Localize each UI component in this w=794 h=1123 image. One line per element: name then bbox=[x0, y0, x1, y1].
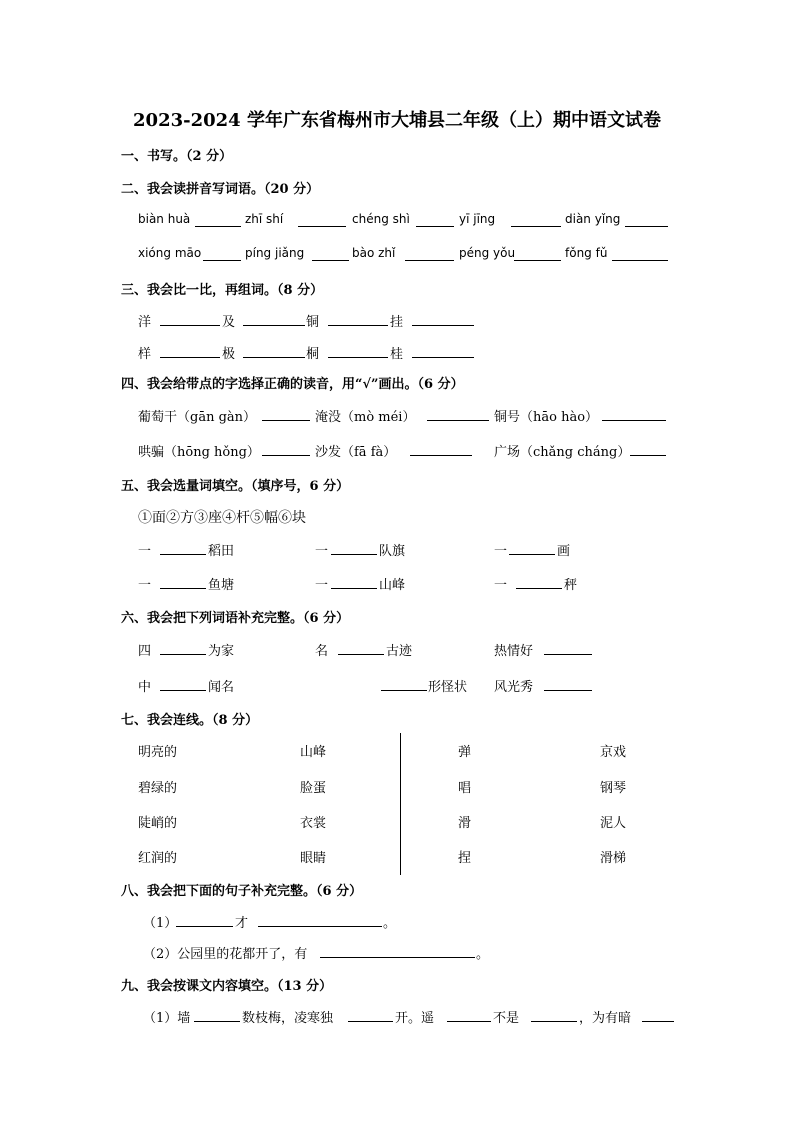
section-5-heading: 五、我会选量词填空。（填序号，6 分） bbox=[121, 479, 350, 494]
section-8-heading: 八、我会把下面的句子补充完整。（6 分） bbox=[121, 884, 363, 899]
answer-blank[interactable] bbox=[531, 1021, 577, 1022]
idiom-part: 中 bbox=[138, 680, 152, 695]
poem-text: 数枝梅，凌寒独 bbox=[242, 1011, 334, 1026]
answer-blank[interactable] bbox=[160, 554, 206, 555]
answer-blank[interactable] bbox=[160, 325, 220, 326]
section-7-heading: 七、我会连线。（8 分） bbox=[121, 713, 259, 728]
compare-char: 洋 bbox=[138, 315, 152, 330]
idiom-part: 名 bbox=[315, 644, 329, 659]
fill-suffix: 稻田 bbox=[208, 544, 235, 559]
poem-text: （1）墙 bbox=[143, 1011, 191, 1026]
section-4-heading: 四、我会给带点的字选择正确的读音，用“√”画出。（6 分） bbox=[121, 377, 464, 392]
answer-blank[interactable] bbox=[509, 554, 555, 555]
answer-blank[interactable] bbox=[405, 260, 454, 261]
section-2-heading: 二、我会读拼音写词语。（20 分） bbox=[121, 182, 320, 197]
pinyin-item: zhī shí bbox=[245, 212, 284, 226]
compare-char: 极 bbox=[222, 347, 236, 362]
pinyin-item: xióng māo bbox=[138, 246, 202, 260]
answer-blank[interactable] bbox=[195, 226, 241, 227]
reading-item: 沙发（fā fà） bbox=[315, 445, 397, 460]
idiom-part: 四 bbox=[138, 644, 152, 659]
match-right-word[interactable]: 衣裳 bbox=[300, 816, 327, 831]
answer-blank[interactable] bbox=[160, 654, 206, 655]
fill-suffix: 队旗 bbox=[379, 544, 406, 559]
answer-blank[interactable] bbox=[412, 357, 474, 358]
answer-blank[interactable] bbox=[320, 957, 475, 958]
pinyin-item: chéng shì bbox=[352, 212, 410, 226]
answer-blank[interactable] bbox=[298, 226, 346, 227]
fill-prefix: 一 bbox=[138, 578, 152, 593]
sentence-end: 。 bbox=[476, 947, 490, 962]
idiom-part: 形怪状 bbox=[428, 680, 468, 695]
idiom-part: 风光秀 bbox=[494, 680, 534, 695]
fill-prefix: 一 bbox=[138, 544, 152, 559]
answer-blank[interactable] bbox=[176, 926, 233, 927]
answer-blank[interactable] bbox=[243, 357, 305, 358]
fill-suffix: 山峰 bbox=[379, 578, 406, 593]
answer-blank[interactable] bbox=[328, 357, 388, 358]
pinyin-item: bào zhǐ bbox=[352, 246, 396, 260]
compare-char: 桐 bbox=[306, 347, 320, 362]
pinyin-item: diàn yǐng bbox=[565, 212, 621, 226]
answer-blank[interactable] bbox=[612, 260, 668, 261]
idiom-part: 为家 bbox=[208, 644, 235, 659]
match-right-word[interactable]: 泥人 bbox=[600, 816, 627, 831]
pinyin-item: píng jiǎng bbox=[245, 246, 305, 260]
compare-char: 桂 bbox=[390, 347, 404, 362]
compare-char: 挂 bbox=[390, 315, 404, 330]
answer-blank[interactable] bbox=[516, 588, 562, 589]
sentence-text: 才 bbox=[235, 916, 249, 931]
reading-item: 广场（chǎng cháng） bbox=[494, 445, 631, 460]
match-left-word[interactable]: 滑 bbox=[458, 816, 472, 831]
answer-blank[interactable] bbox=[381, 690, 427, 691]
answer-blank[interactable] bbox=[630, 455, 666, 456]
match-left-word[interactable]: 碧绿的 bbox=[138, 781, 178, 796]
answer-blank[interactable] bbox=[331, 588, 377, 589]
poem-text: 开。遥 bbox=[395, 1011, 435, 1026]
answer-blank[interactable] bbox=[328, 325, 388, 326]
compare-char: 样 bbox=[138, 347, 152, 362]
pinyin-item: biàn huà bbox=[138, 212, 191, 226]
reading-item: 哄骗（hōng hǒng） bbox=[138, 445, 260, 460]
answer-blank[interactable] bbox=[416, 226, 454, 227]
section-3-heading: 三、我会比一比，再组词。（8 分） bbox=[121, 283, 324, 298]
fill-prefix: 一 bbox=[315, 544, 329, 559]
sentence-end: 。 bbox=[383, 916, 397, 931]
page-title: 2023-2024 学年广东省梅州市大埔县二年级（上）期中语文试卷 bbox=[133, 110, 661, 131]
fill-prefix: 一 bbox=[494, 544, 508, 559]
answer-blank[interactable] bbox=[514, 260, 561, 261]
reading-item: 淹没（mò méi） bbox=[315, 410, 416, 425]
fill-prefix: 一 bbox=[315, 578, 329, 593]
match-right-word[interactable]: 脸蛋 bbox=[300, 781, 327, 796]
answer-blank[interactable] bbox=[160, 588, 206, 589]
match-right-word[interactable]: 钢琴 bbox=[600, 781, 627, 796]
match-right-word[interactable]: 山峰 bbox=[300, 745, 327, 760]
answer-blank[interactable] bbox=[194, 1021, 240, 1022]
answer-blank[interactable] bbox=[258, 926, 382, 927]
fill-prefix: 一 bbox=[494, 578, 508, 593]
idiom-part: 古迹 bbox=[386, 644, 413, 659]
answer-blank[interactable] bbox=[203, 260, 241, 261]
match-left-word[interactable]: 明亮的 bbox=[138, 745, 178, 760]
compare-char: 铜 bbox=[306, 315, 320, 330]
answer-blank[interactable] bbox=[625, 226, 668, 227]
answer-blank[interactable] bbox=[544, 690, 592, 691]
measure-word-options: ①面②方③座④杆⑤幅⑥块 bbox=[138, 510, 306, 526]
match-left-word[interactable]: 陡峭的 bbox=[138, 816, 178, 831]
answer-blank[interactable] bbox=[602, 420, 666, 421]
fill-suffix: 鱼塘 bbox=[208, 578, 235, 593]
match-left-word[interactable]: 红润的 bbox=[138, 851, 178, 866]
matching-divider bbox=[400, 733, 401, 875]
idiom-part: 闻名 bbox=[208, 680, 235, 695]
compare-char: 及 bbox=[222, 315, 236, 330]
answer-blank[interactable] bbox=[511, 226, 561, 227]
answer-blank[interactable] bbox=[331, 554, 377, 555]
fill-suffix: 秤 bbox=[564, 578, 578, 593]
idiom-part: 热情好 bbox=[494, 644, 534, 659]
answer-blank[interactable] bbox=[338, 654, 384, 655]
sentence-text: （2）公园里的花都开了，有 bbox=[143, 947, 308, 962]
match-left-word[interactable]: 唱 bbox=[458, 781, 472, 796]
poem-text: ，为有暗 bbox=[579, 1011, 632, 1026]
match-right-word[interactable]: 眼睛 bbox=[300, 851, 327, 866]
section-6-heading: 六、我会把下列词语补充完整。（6 分） bbox=[121, 611, 350, 626]
sentence-number: （1） bbox=[143, 916, 178, 931]
reading-item: 铜号（hāo hào） bbox=[494, 410, 599, 425]
answer-blank[interactable] bbox=[262, 455, 310, 456]
pinyin-item: péng yǒu bbox=[459, 246, 516, 260]
answer-blank[interactable] bbox=[427, 420, 489, 421]
answer-blank[interactable] bbox=[544, 654, 592, 655]
answer-blank[interactable] bbox=[642, 1021, 674, 1022]
match-left-word[interactable]: 捏 bbox=[458, 851, 472, 866]
answer-blank[interactable] bbox=[412, 325, 474, 326]
reading-item: 葡萄干（gān gàn） bbox=[138, 410, 257, 425]
answer-blank[interactable] bbox=[348, 1021, 393, 1022]
match-right-word[interactable]: 京戏 bbox=[600, 745, 627, 760]
pinyin-item: yī jīng bbox=[459, 212, 496, 226]
answer-blank[interactable] bbox=[160, 690, 206, 691]
answer-blank[interactable] bbox=[160, 357, 220, 358]
section-9-heading: 九、我会按课文内容填空。（13 分） bbox=[121, 979, 333, 994]
answer-blank[interactable] bbox=[243, 325, 305, 326]
poem-text: 不是 bbox=[493, 1011, 520, 1026]
answer-blank[interactable] bbox=[410, 455, 472, 456]
fill-suffix: 画 bbox=[557, 544, 571, 559]
pinyin-item: fǒng fǔ bbox=[565, 246, 608, 260]
section-1-heading: 一、书写。（2 分） bbox=[121, 149, 233, 164]
answer-blank[interactable] bbox=[447, 1021, 491, 1022]
match-right-word[interactable]: 滑梯 bbox=[600, 851, 627, 866]
match-left-word[interactable]: 弹 bbox=[458, 745, 472, 760]
answer-blank[interactable] bbox=[262, 420, 310, 421]
answer-blank[interactable] bbox=[312, 260, 349, 261]
